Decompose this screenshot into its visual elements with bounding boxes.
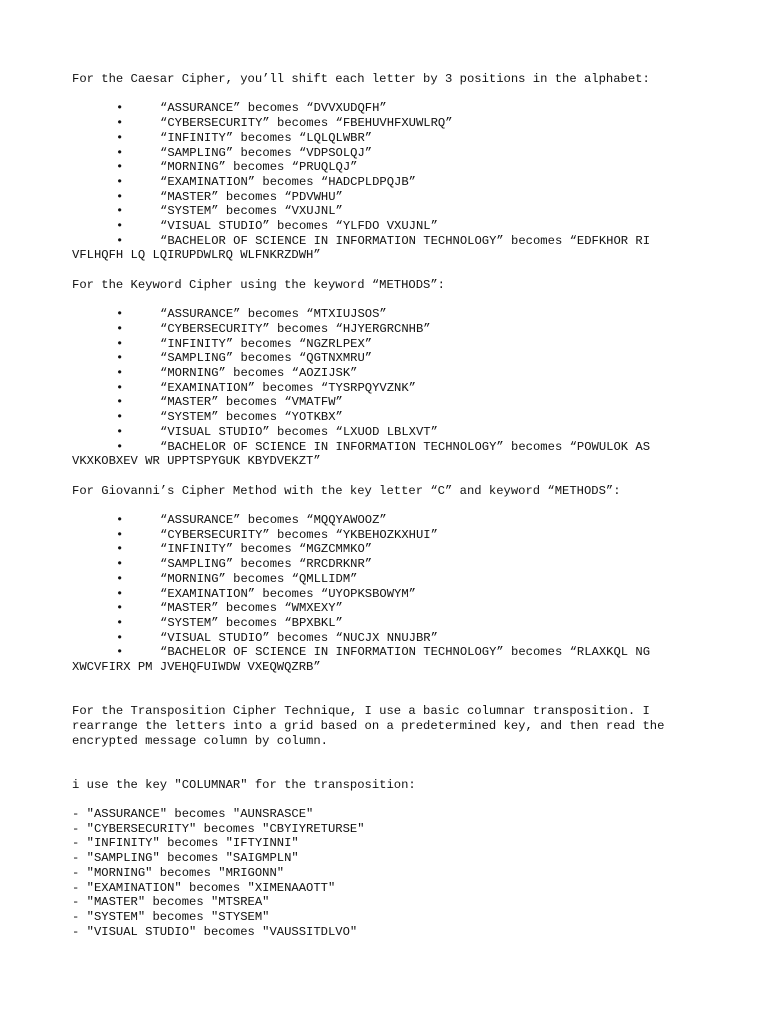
list-item: • “MORNING” becomes “QMLLIDM”: [72, 572, 702, 587]
list-item: • “INFINITY” becomes “NGZRLPEX”: [72, 337, 702, 352]
list-item: • “ASSURANCE” becomes “MQQYAWOOZ”: [72, 513, 702, 528]
list-item: • “SYSTEM” becomes “BPXBKL”: [72, 616, 702, 631]
list-item: - "SYSTEM" becomes "STYSEM": [72, 909, 270, 924]
bullet-icon: •: [116, 233, 124, 248]
bullet-icon: •: [116, 145, 124, 160]
bullet-icon: •: [116, 307, 124, 322]
keyword-intro: For the Keyword Cipher using the keyword “METHODS”:: [72, 277, 445, 292]
list-item: • “ASSURANCE” becomes “DVVXUDQFH”: [72, 101, 702, 116]
list-item: • “CYBERSECURITY” becomes “HJYERGRCNHB”: [72, 322, 702, 337]
list-item: • “INFINITY” becomes “MGZCMMKO”: [72, 542, 702, 557]
bullet-icon: •: [116, 542, 124, 557]
bullet-icon: •: [116, 380, 124, 395]
transposition-list: [72, 807, 702, 939]
bullet-icon: •: [116, 439, 124, 454]
bullet-icon: •: [116, 527, 124, 542]
list-item: • “SAMPLING” becomes “QGTNXMRU”: [72, 351, 702, 366]
list-item: - "MORNING" becomes "MRIGONN": [72, 865, 285, 880]
list-item: • “BACHELOR OF SCIENCE IN INFORMATION TECHNOLOGY” becomes “RLAXKQL NG XWCVFIRX PM JVEHQFUIWDW VXEQWQZRB”: [72, 645, 658, 675]
bullet-icon: •: [116, 336, 124, 351]
transposition-intro: For the Transposition Cipher Technique, I use a basic columnar transposition. I rearrange the letters into a grid based on a predetermined key, and then read the encrypted message column by column.: [72, 704, 672, 748]
list-item: • “VISUAL STUDIO” becomes “LXUOD LBLXVT”: [72, 425, 702, 440]
list-item: • “MORNING” becomes “AOZIJSK”: [72, 366, 702, 381]
list-item: • “CYBERSECURITY” becomes “FBEHUVHFXUWLRQ”: [72, 116, 702, 131]
giovanni-intro: For Giovanni’s Cipher Method with the key letter “C” and keyword “METHODS”:: [72, 483, 621, 498]
caesar-list: [72, 101, 702, 263]
bullet-icon: •: [116, 219, 124, 234]
bullet-icon: •: [116, 351, 124, 366]
list-item: - "MASTER" becomes "MTSREA": [72, 895, 270, 910]
bullet-icon: •: [116, 204, 124, 219]
list-item: - "INFINITY" becomes "IFTYINNI": [72, 836, 299, 851]
list-item: • “VISUAL STUDIO” becomes “YLFDO VXUJNL”: [72, 219, 702, 234]
bullet-icon: •: [116, 630, 124, 645]
bullet-icon: •: [116, 410, 124, 425]
giovanni-list: [72, 513, 702, 675]
bullet-icon: •: [116, 174, 124, 189]
list-item: • “MORNING” becomes “PRUQLQJ”: [72, 160, 702, 175]
bullet-icon: •: [116, 130, 124, 145]
list-item: • “BACHELOR OF SCIENCE IN INFORMATION TECHNOLOGY” becomes “POWULOK AS VKXKOBXEV WR UPPTSPYGUK KBYDVEKZT”: [72, 439, 658, 469]
list-item: - "EXAMINATION" becomes "XIMENAAOTT": [72, 880, 336, 895]
list-item: - "CYBERSECURITY" becomes "CBYIYRETURSE": [72, 821, 365, 836]
bullet-icon: •: [116, 615, 124, 630]
list-item: • “EXAMINATION” becomes “HADCPLDPQJB”: [72, 175, 702, 190]
list-item: • “MASTER” becomes “PDVWHU”: [72, 190, 702, 205]
list-item: - "SAMPLING" becomes "SAIGMPLN": [72, 851, 299, 866]
bullet-icon: •: [116, 366, 124, 381]
list-item: • “EXAMINATION” becomes “TYSRPQYVZNK”: [72, 381, 702, 396]
bullet-icon: •: [116, 571, 124, 586]
bullet-icon: •: [116, 601, 124, 616]
bullet-icon: •: [116, 116, 124, 131]
transposition-key-line: i use the key "COLUMNAR" for the transposition:: [72, 777, 416, 792]
list-item: • “ASSURANCE” becomes “MTXIUJSOS”: [72, 307, 702, 322]
list-item: • “EXAMINATION” becomes “UYOPKSBOWYM”: [72, 587, 702, 602]
list-item: • “SYSTEM” becomes “VXUJNL”: [72, 204, 702, 219]
bullet-icon: •: [116, 321, 124, 336]
list-item: • “SYSTEM” becomes “YOTKBX”: [72, 410, 702, 425]
bullet-icon: •: [116, 395, 124, 410]
bullet-icon: •: [116, 160, 124, 175]
list-item: • “CYBERSECURITY” becomes “YKBEHOZKXHUI”: [72, 528, 702, 543]
keyword-list: [72, 307, 702, 469]
list-item: • “VISUAL STUDIO” becomes “NUCJX NNUJBR”: [72, 631, 702, 646]
list-item: • “INFINITY” becomes “LQLQLWBR”: [72, 131, 702, 146]
list-item: • “BACHELOR OF SCIENCE IN INFORMATION TECHNOLOGY” becomes “EDFKHOR RI VFLHQFH LQ LQIRUPDWLRQ WLFNKRZDWH”: [72, 233, 658, 263]
list-item: • “SAMPLING” becomes “RRCDRKNR”: [72, 557, 702, 572]
list-item: - "VISUAL STUDIO" becomes "VAUSSITDLVO": [72, 924, 358, 939]
bullet-icon: •: [116, 557, 124, 572]
list-item: - "ASSURANCE" becomes "AUNSRASCE": [72, 807, 314, 822]
bullet-icon: •: [116, 645, 124, 660]
bullet-icon: •: [116, 101, 124, 116]
bullet-icon: •: [116, 586, 124, 601]
list-item: • “SAMPLING” becomes “VDPSOLQJ”: [72, 146, 702, 161]
document-page: [72, 72, 702, 939]
list-item: • “MASTER” becomes “VMATFW”: [72, 395, 702, 410]
bullet-icon: •: [116, 189, 124, 204]
bullet-icon: •: [116, 513, 124, 528]
list-item: • “MASTER” becomes “WMXEXY”: [72, 601, 702, 616]
caesar-intro: For the Caesar Cipher, you’ll shift each letter by 3 positions in the alphabet:: [72, 72, 650, 86]
bullet-icon: •: [116, 424, 124, 439]
